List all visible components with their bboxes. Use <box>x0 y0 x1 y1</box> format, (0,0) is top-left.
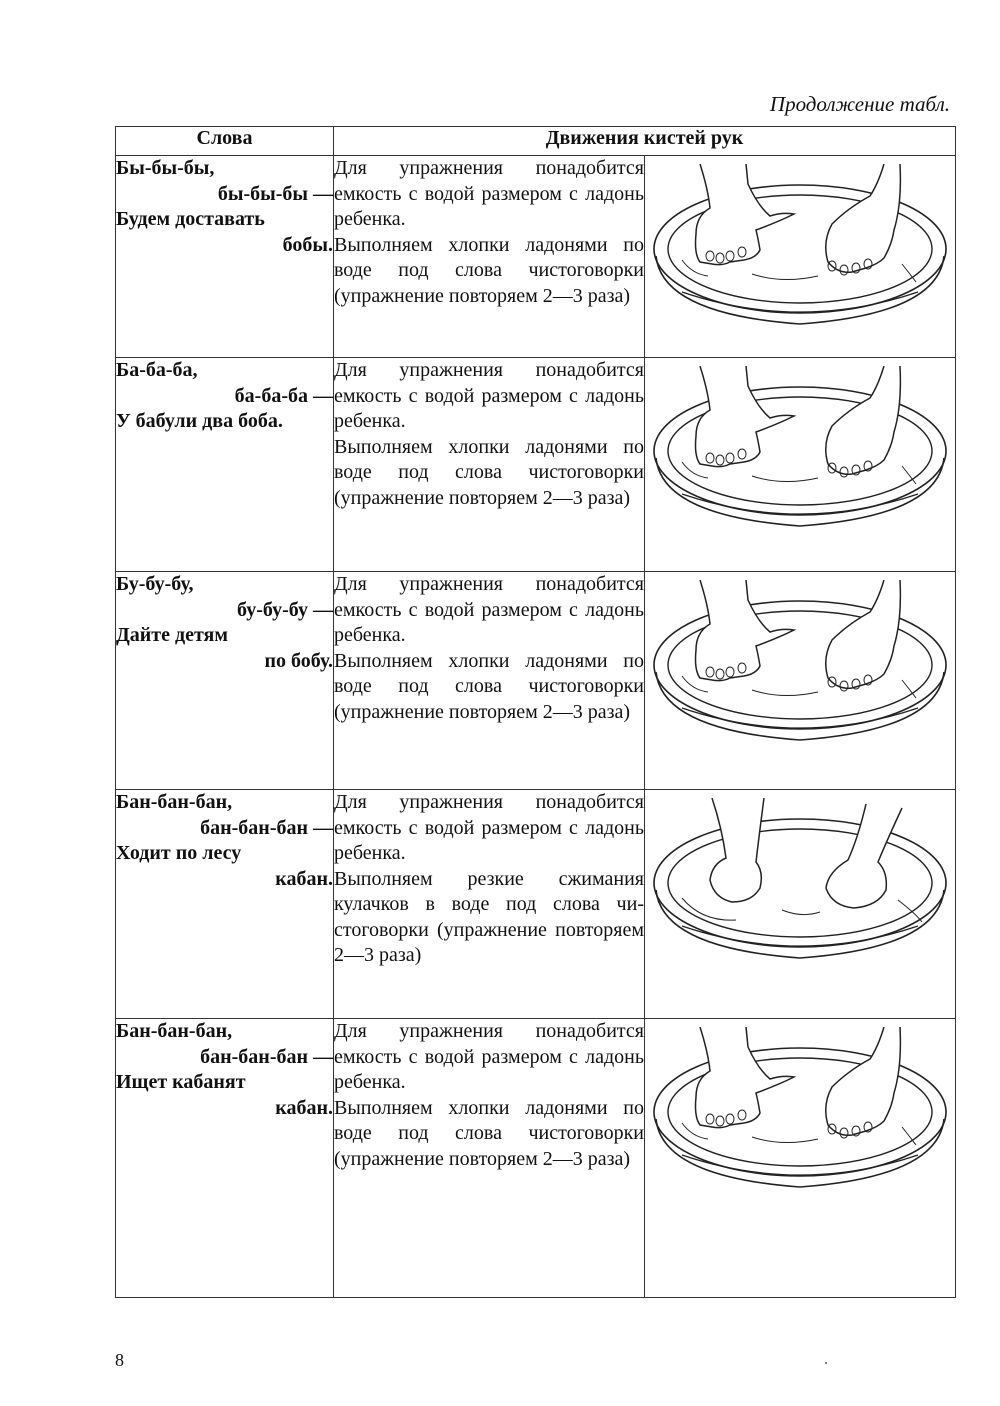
description-cell <box>334 358 645 572</box>
illustration-cell <box>645 1019 956 1298</box>
rhyme-line: Бан-бан-бан, <box>116 1020 233 1042</box>
rhyme-line: кабан. <box>275 1096 333 1119</box>
rhyme-line: Ищет кабанят <box>116 1071 246 1093</box>
hands-in-water-basin-illustration <box>652 366 948 534</box>
rhyme-line: Ходит по лесу <box>116 842 242 864</box>
description-text: Выполняем хлопки ладонями по воде под слова чистоговорки (упражнение повторяем 2—3 раза) <box>334 233 644 307</box>
table-row <box>116 1019 956 1298</box>
rhyme-cell <box>116 572 334 790</box>
rhyme-line: бан-бан-бан — <box>200 1045 333 1068</box>
rhyme-line: бы-бы-бы — <box>217 182 333 205</box>
description-text: Для упражнения понадобится емкость с водой размером с ладонь ребенка. <box>334 359 644 432</box>
rhyme-line: бан-бан-бан — <box>200 816 333 839</box>
description-cell <box>334 572 645 790</box>
rhyme-line: бобы. <box>282 233 333 256</box>
description-text: Для упражнения понадобится емкость с водой размером с ладонь ребенка. <box>334 573 644 646</box>
rhyme-line: Бу-бу-бу, <box>116 573 194 595</box>
header-words: Слова <box>116 127 334 156</box>
description-text: Для упражнения понадобится емкость с водой размером с ладонь ребенка. <box>334 1020 644 1093</box>
header-hand-movements: Движения кистей рук <box>334 127 956 156</box>
print-speck <box>825 1362 827 1364</box>
description-text: Выполняем хлопки ладонями по воде под слова чистоговорки (упражнение повторяем 2—3 раза) <box>334 1096 644 1170</box>
description-text: Выполняем резкие сжимания кулачков в воде под слова чистоговорки (упражнение повторяем 2—3 раза) <box>334 867 644 966</box>
rhyme-line: кабан. <box>275 867 333 890</box>
description-text: Выполняем хлопки ладонями по воде под слова чистоговорки (упражнение повторяем 2—3 раза) <box>334 435 644 509</box>
table-row <box>116 572 956 790</box>
hands-in-water-basin-illustration <box>652 1027 948 1195</box>
table-row <box>116 790 956 1019</box>
rhyme-line: У бабули два боба. <box>116 410 283 432</box>
table-continuation-label: Продолжение табл. <box>769 92 950 116</box>
description-cell <box>334 1019 645 1298</box>
rhyme-line: Будем доставать <box>116 208 265 230</box>
hands-in-water-basin-illustration <box>652 164 948 332</box>
rhyme-cell <box>116 790 334 1019</box>
description-text: Для упражнения понадобится емкость с водой размером с ладонь ребенка. <box>334 791 644 864</box>
fists-in-water-basin-illustration <box>652 798 948 966</box>
description-cell <box>334 790 645 1019</box>
rhyme-line: по бобу. <box>264 649 333 672</box>
description-text: Для упражнения понадобится емкость с водой размером с ладонь ребенка. <box>334 157 644 230</box>
rhyme-line: ба-ба-ба — <box>234 384 333 407</box>
rhyme-cell <box>116 156 334 358</box>
table-row <box>116 358 956 572</box>
rhyme-cell <box>116 1019 334 1298</box>
hands-in-water-basin-illustration <box>652 580 948 748</box>
rhyme-line: Ба-ба-ба, <box>116 359 198 381</box>
illustration-cell <box>645 790 956 1019</box>
rhyme-cell <box>116 358 334 572</box>
rhyme-line: бу-бу-бу — <box>236 598 333 621</box>
description-cell <box>334 156 645 358</box>
rhyme-line: Бы-бы-бы, <box>116 157 215 179</box>
illustration-cell <box>645 572 956 790</box>
exercise-table <box>115 126 956 1298</box>
illustration-cell <box>645 358 956 572</box>
rhyme-line: Дайте детям <box>116 624 228 646</box>
rhyme-line: Бан-бан-бан, <box>116 791 233 813</box>
illustration-cell <box>645 156 956 358</box>
table-row <box>116 156 956 358</box>
description-text: Выполняем хлопки ладонями по воде под слова чистоговорки (упражнение повторяем 2—3 раза) <box>334 649 644 723</box>
page-number: 8 <box>115 1350 124 1370</box>
